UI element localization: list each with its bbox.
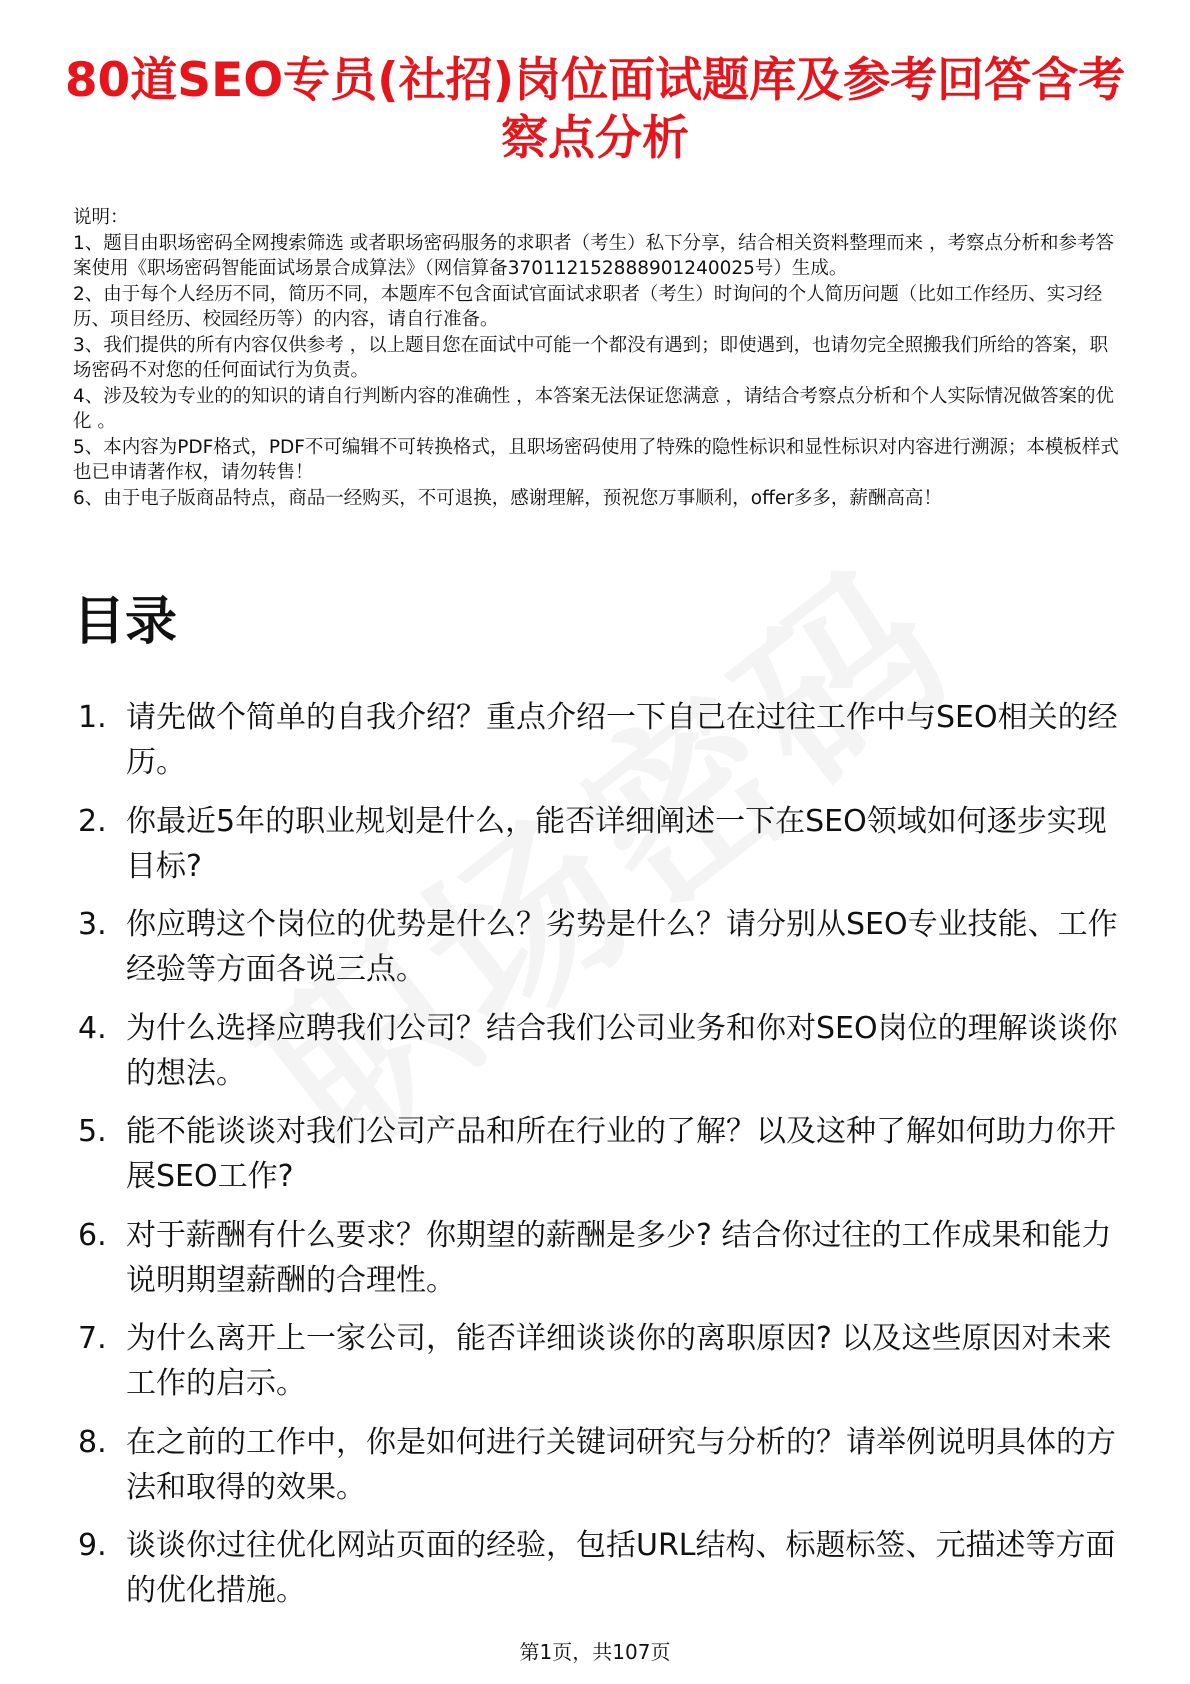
toc-item-number: 9. bbox=[78, 1528, 107, 1563]
toc-item-number: 6. bbox=[78, 1217, 107, 1253]
toc-item-text: 在之前的工作中，你是如何进行关键词研究与分析的？请举例说明具体的方法和取得的效果。 bbox=[126, 1424, 1116, 1505]
note-item-4: 4、涉及较为专业的的知识的请自行判断内容的准确性 ，本答案无法保证您满意 ，请结合考察点分析和个人实际情况做答案的优化 。 bbox=[73, 385, 1115, 432]
toc-item-text: 请先做个简单的自我介绍？重点介绍一下自己在过往工作中与SEO相关的经历。 bbox=[126, 700, 1118, 780]
toc-item-number: 5. bbox=[78, 1114, 107, 1149]
toc-item-text: 你应聘这个岗位的优势是什么？劣势是什么？请分别从SEO专业技能、工作经验等方面各说三点。 bbox=[126, 907, 1118, 987]
toc-item-7[interactable] bbox=[78, 1316, 1118, 1406]
notes-section bbox=[73, 205, 1123, 511]
note-item-3: 3、我们提供的所有内容仅供参考 ，以上题目您在面试中可能一个都没有遇到；即使遇到，也请勿完全照搬我们所给的答案，职场密码不对您的任何面试行为负责。 bbox=[73, 334, 1109, 381]
toc-item-text: 能不能谈谈对我们公司产品和所在行业的了解？以及这种了解如何助力你开展SEO工作? bbox=[126, 1114, 1116, 1194]
toc-item-text: 为什么选择应聘我们公司？结合我们公司业务和你对SEO岗位的理解谈谈你的想法。 bbox=[126, 1010, 1118, 1091]
toc-item-9[interactable] bbox=[78, 1523, 1118, 1613]
notes-heading: 说明： bbox=[73, 207, 129, 228]
toc-item-number: 2. bbox=[78, 803, 107, 839]
toc-item-2[interactable] bbox=[78, 799, 1118, 889]
toc-item-number: 7. bbox=[78, 1321, 107, 1356]
toc-item-number: 8. bbox=[78, 1424, 107, 1460]
note-item-1: 1、题目由职场密码全网搜索筛选 或者职场密码服务的求职者（考生）私下分享，结合相关资料整理而来 ，考察点分析和参考答案使用《职场密码智能面试场景合成算法》（网信算备370112152888901240025号）生成。 bbox=[73, 232, 1115, 279]
toc-item-4[interactable] bbox=[78, 1006, 1118, 1096]
page-title: 80道SEO专员(社招)岗位面试题库及参考回答含考察点分析 bbox=[64, 53, 1126, 166]
toc-item-text: 对于薪酬有什么要求？你期望的薪酬是多少? 结合你过往的工作成果和能力说明期望薪酬的合理性。 bbox=[126, 1217, 1112, 1298]
toc-item-number: 3. bbox=[78, 907, 107, 942]
page-footer: 第1页，共107页 bbox=[519, 1640, 671, 1664]
toc-list bbox=[78, 695, 1118, 1627]
note-item-5: 5、本内容为PDF格式，PDF不可编辑不可转换格式，且职场密码使用了特殊的隐性标识和显性标识对内容进行溯源；本模板样式也已申请著作权，请勿转售！ bbox=[73, 436, 1119, 483]
toc-item-6[interactable] bbox=[78, 1213, 1118, 1303]
toc-item-8[interactable] bbox=[78, 1420, 1118, 1510]
toc-item-number: 4. bbox=[78, 1010, 107, 1046]
toc-item-3[interactable] bbox=[78, 902, 1118, 992]
toc-item-1[interactable] bbox=[78, 695, 1118, 785]
toc-heading: 目录 bbox=[73, 592, 178, 652]
note-item-2: 2、由于每个人经历不同，简历不同，本题库不包含面试官面试求职者（考生）时询问的个人简历问题（比如工作经历、实习经历、项目经历、校园经历等）的内容，请自行准备。 bbox=[73, 283, 1103, 330]
toc-item-number: 1. bbox=[78, 700, 107, 735]
toc-item-5[interactable] bbox=[78, 1109, 1118, 1199]
toc-item-text: 谈谈你过往优化网站页面的经验，包括URL结构、标题标签、元描述等方面的优化措施。 bbox=[126, 1528, 1116, 1608]
note-item-6: 6、由于电子版商品特点，商品一经购买，不可退换，感谢理解，预祝您万事顺利，offer多多，薪酬高高！ bbox=[73, 487, 942, 509]
toc-item-text: 你最近5年的职业规划是什么，能否详细阐述一下在SEO领域如何逐步实现目标? bbox=[126, 803, 1107, 884]
toc-item-text: 为什么离开上一家公司，能否详细谈谈你的离职原因? 以及这些原因对未来工作的启示。 bbox=[126, 1321, 1112, 1401]
